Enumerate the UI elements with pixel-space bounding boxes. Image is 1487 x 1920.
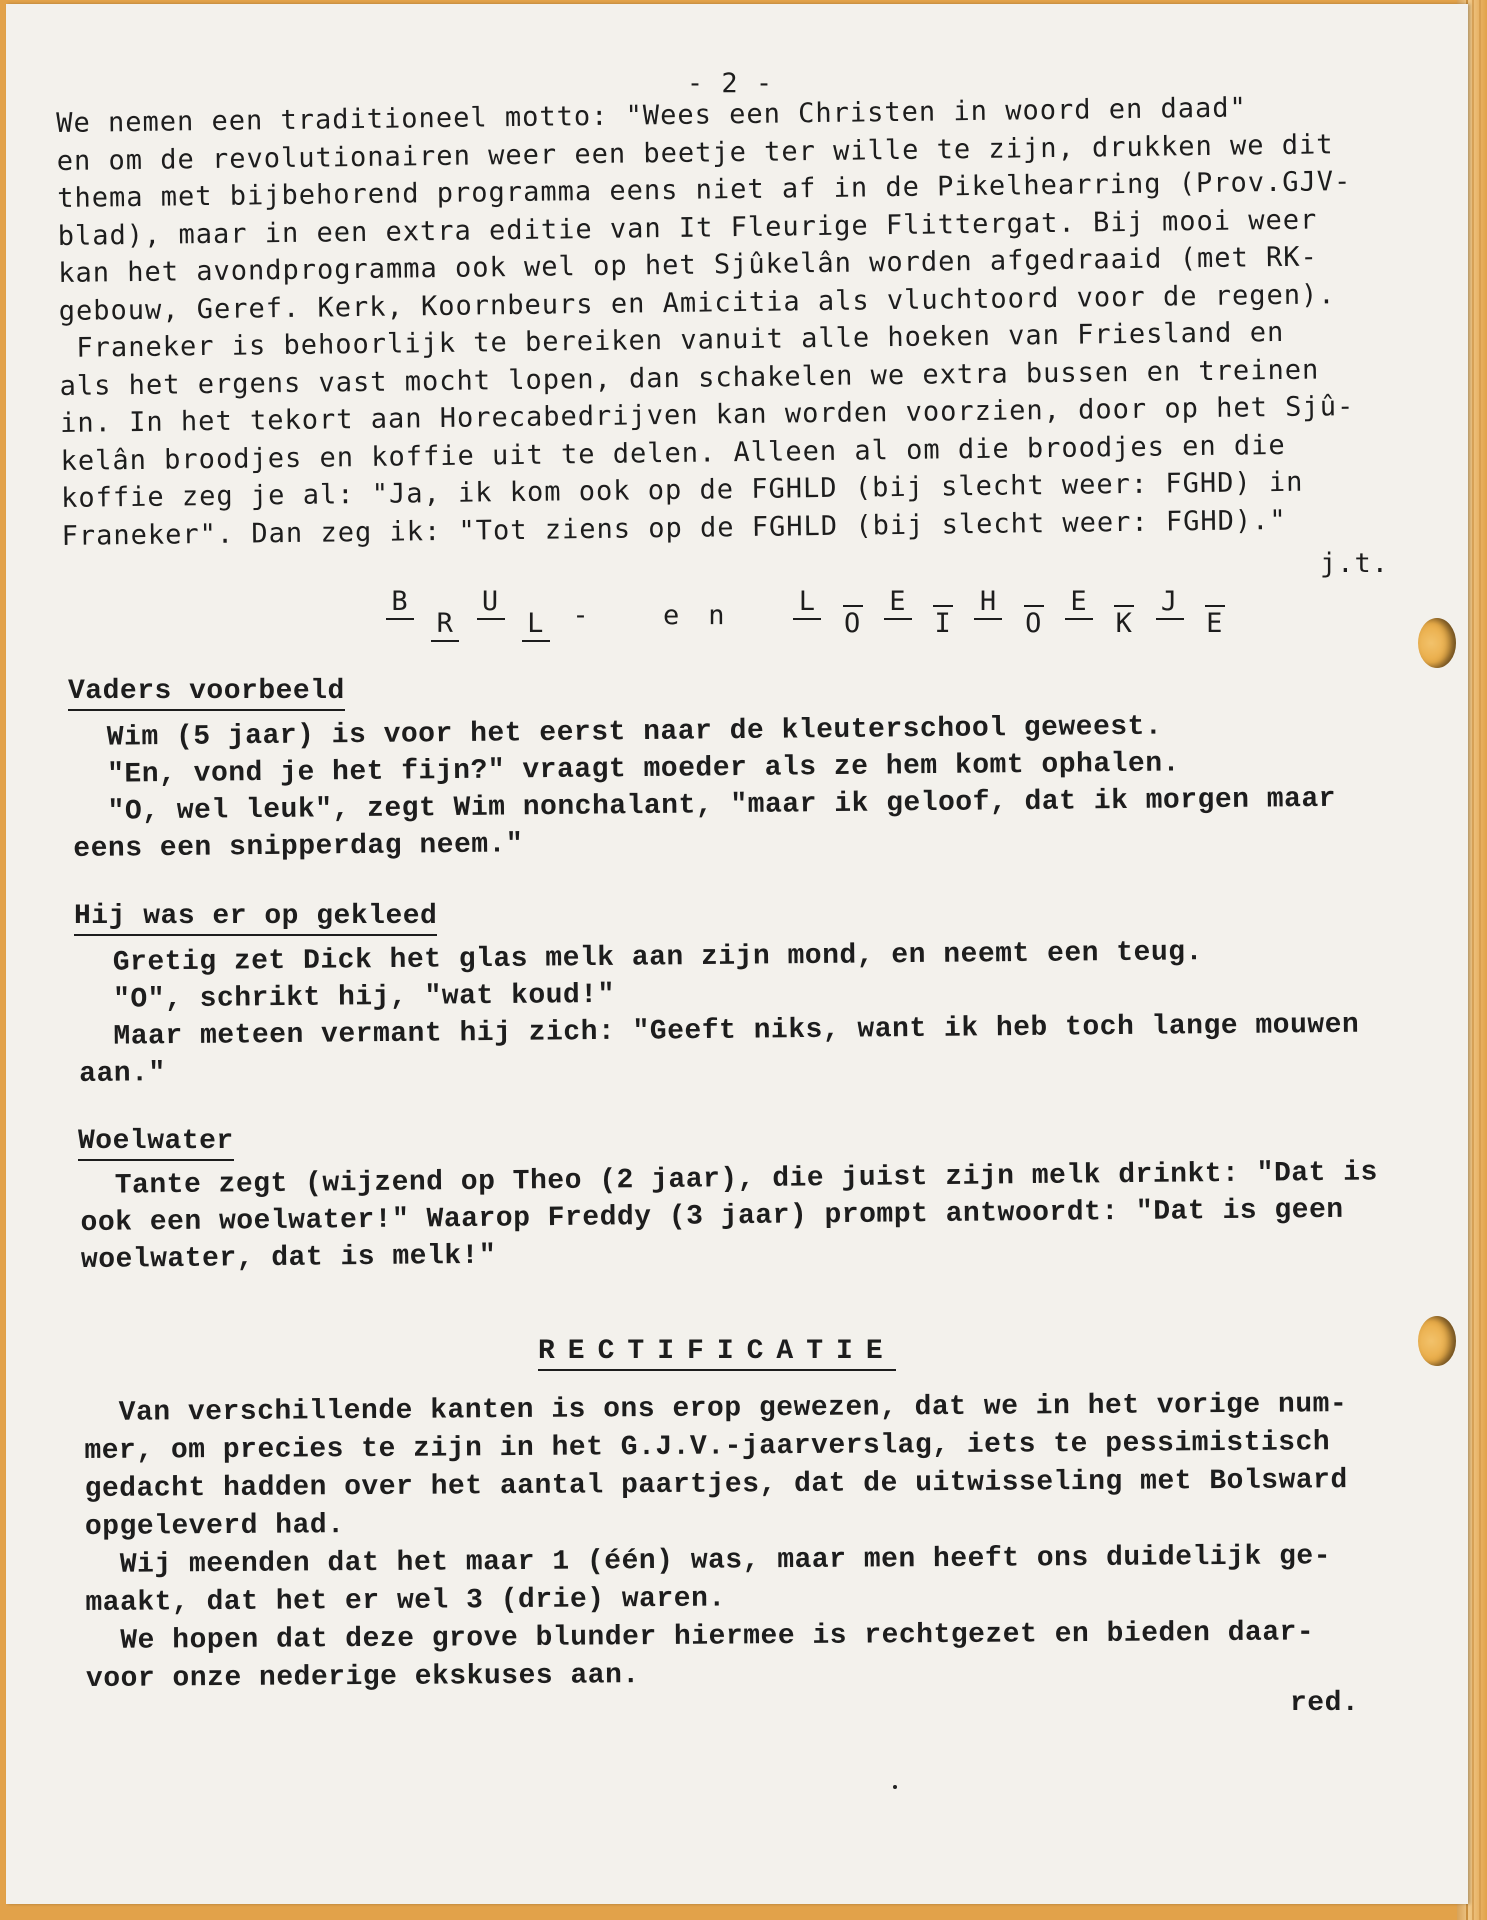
intro-paragraph bbox=[56, 88, 1356, 555]
story-line: ook een woelwater!" Waarop Freddy (3 jaar) prompt antwoordt: "Dat is geen bbox=[80, 1194, 1344, 1239]
heading-letter: O bbox=[839, 608, 867, 639]
rectificatie-line: voor onze nederige ekskuses aan. bbox=[85, 1660, 640, 1695]
intro-line: kelân broodjes en koffie uit te delen. Alleen al om die broodjes en die bbox=[60, 429, 1286, 477]
brul-en-loeihoekje-heading bbox=[386, 586, 1229, 660]
story-title: Hij was er op gekleed bbox=[74, 901, 437, 936]
intro-line: Franeker". Dan zeg ik: "Tot ziens op de FGHLD (bij slecht weer: FGHD)." bbox=[61, 504, 1287, 552]
story-title: Vaders voorbeeld bbox=[68, 676, 345, 711]
intro-line: We nemen een traditioneel motto: "Wees een Christen in woord en daad" bbox=[56, 92, 1247, 139]
ink-speck bbox=[893, 1785, 897, 1789]
intro-line: gebouw, Geref. Kerk, Koornbeurs en Amicitia als vluchtoord voor de regen). bbox=[58, 278, 1336, 327]
rectificatie-body bbox=[84, 1386, 1349, 1699]
punch-hole-top bbox=[1418, 618, 1456, 668]
rectificatie-heading: RECTIFICATIE bbox=[538, 1336, 896, 1371]
intro-line: koffie zeg je al: "Ja, ik kom ook op de FGHLD (bij slecht weer: FGHD) in bbox=[60, 466, 1304, 514]
story-line: Gretig zet Dick het glas melk aan zijn mond, en neemt een teug. bbox=[78, 937, 1203, 979]
rectificatie-line: gedacht hadden over het aantal paartjes, dat de uitwisseling met Bolsward bbox=[84, 1465, 1348, 1505]
story-body bbox=[78, 933, 1360, 1093]
story-line: Maar meteen vermant hij zich: "Geeft niks, want ik heb toch lange mouwen bbox=[78, 1009, 1360, 1053]
heading-letter: B bbox=[386, 586, 414, 620]
story-line: "O, wel leuk", zegt Wim nonchalant, "maar ik geloof, dat ik morgen maar bbox=[72, 783, 1337, 828]
folder-edge-line bbox=[1479, 0, 1481, 1920]
heading-letter: n bbox=[708, 600, 726, 631]
intro-line: Franeker is behoorlijk te bereiken vanuit alle hoeken van Friesland en bbox=[58, 316, 1285, 364]
folder-edge-line bbox=[1472, 0, 1474, 1920]
story-line: Tante zegt (wijzend op Theo (2 jaar), die juist zijn melk drinkt: "Dat is bbox=[80, 1157, 1379, 1202]
intro-line: blad), maar in een extra editie van It Fleurige Flittergat. Bij mooi weer bbox=[57, 204, 1318, 252]
story-line: "O", schrikt hij, "wat koud!" bbox=[78, 979, 616, 1016]
intro-signature: j.t. bbox=[1320, 548, 1390, 579]
heading-letter: U bbox=[477, 586, 505, 620]
heading-letter: e bbox=[662, 600, 681, 631]
heading-letter: K bbox=[1110, 608, 1138, 639]
punch-hole-bottom bbox=[1418, 1316, 1456, 1366]
story-line: woelwater, dat is melk!" bbox=[80, 1240, 497, 1276]
heading-letter: E bbox=[1201, 608, 1229, 639]
rectificatie-line: mer, om precies te zijn in het G.J.V.-jaarverslag, iets te pessimistisch bbox=[84, 1427, 1331, 1467]
rectificatie-signature: red. bbox=[1290, 1688, 1360, 1719]
story-line: aan." bbox=[79, 1058, 166, 1090]
heading-letter: R bbox=[431, 608, 459, 642]
heading-letter: L bbox=[793, 586, 821, 620]
intro-line: en om de revolutionairen weer een beetje ter wille te zijn, drukken we dit bbox=[56, 128, 1334, 177]
rectificatie-line: opgeleverd had. bbox=[84, 1510, 345, 1543]
rectificatie-line: Wij meenden dat het maar 1 (één) was, maar men heeft ons duidelijk ge- bbox=[85, 1541, 1332, 1581]
page-number: - 2 - bbox=[686, 68, 774, 99]
story-title: Woelwater bbox=[78, 1126, 234, 1161]
heading-letter: E bbox=[884, 586, 912, 620]
intro-line: als het ergens vast mocht lopen, dan schakelen we extra bussen en treinen bbox=[59, 353, 1320, 402]
heading-letter: I bbox=[929, 608, 957, 639]
story-line: Wim (5 jaar) is voor het eerst naar de kleuterschool geweest. bbox=[72, 711, 1163, 754]
heading-letter: L bbox=[522, 608, 550, 642]
rectificatie-line: maakt, dat het er wel 3 (drie) waren. bbox=[85, 1583, 726, 1619]
heading-letter: H bbox=[974, 586, 1002, 620]
story-line: "En, vond je het fijn?" vraagt moeder als ze hem komt ophalen. bbox=[72, 748, 1181, 791]
intro-line: in. In het tekort aan Horecabedrijven kan worden voorzien, door op het Sjû- bbox=[59, 391, 1355, 439]
story-body bbox=[80, 1154, 1379, 1279]
intro-line: kan het avondprogramma ook wel op het Sjûkelân worden afgedraaid (met RK- bbox=[58, 241, 1318, 289]
heading-letter: O bbox=[1020, 608, 1048, 639]
heading-letter: - bbox=[572, 600, 590, 631]
rectificatie-line: Van verschillende kanten is ons erop gewezen, dat we in het vorige num- bbox=[84, 1389, 1348, 1429]
rectificatie-line: We hopen dat deze grove blunder hiermee is rechtgezet en bieden daar- bbox=[85, 1617, 1315, 1657]
story-body bbox=[72, 707, 1337, 868]
heading-letter: E bbox=[1065, 586, 1093, 620]
intro-line: thema met bijbehorend programma eens niet af in de Pikelhearring (Prov.GJV- bbox=[57, 166, 1352, 214]
story-line: eens een snipperdag neem." bbox=[73, 829, 524, 865]
heading-letter: J bbox=[1156, 586, 1184, 620]
